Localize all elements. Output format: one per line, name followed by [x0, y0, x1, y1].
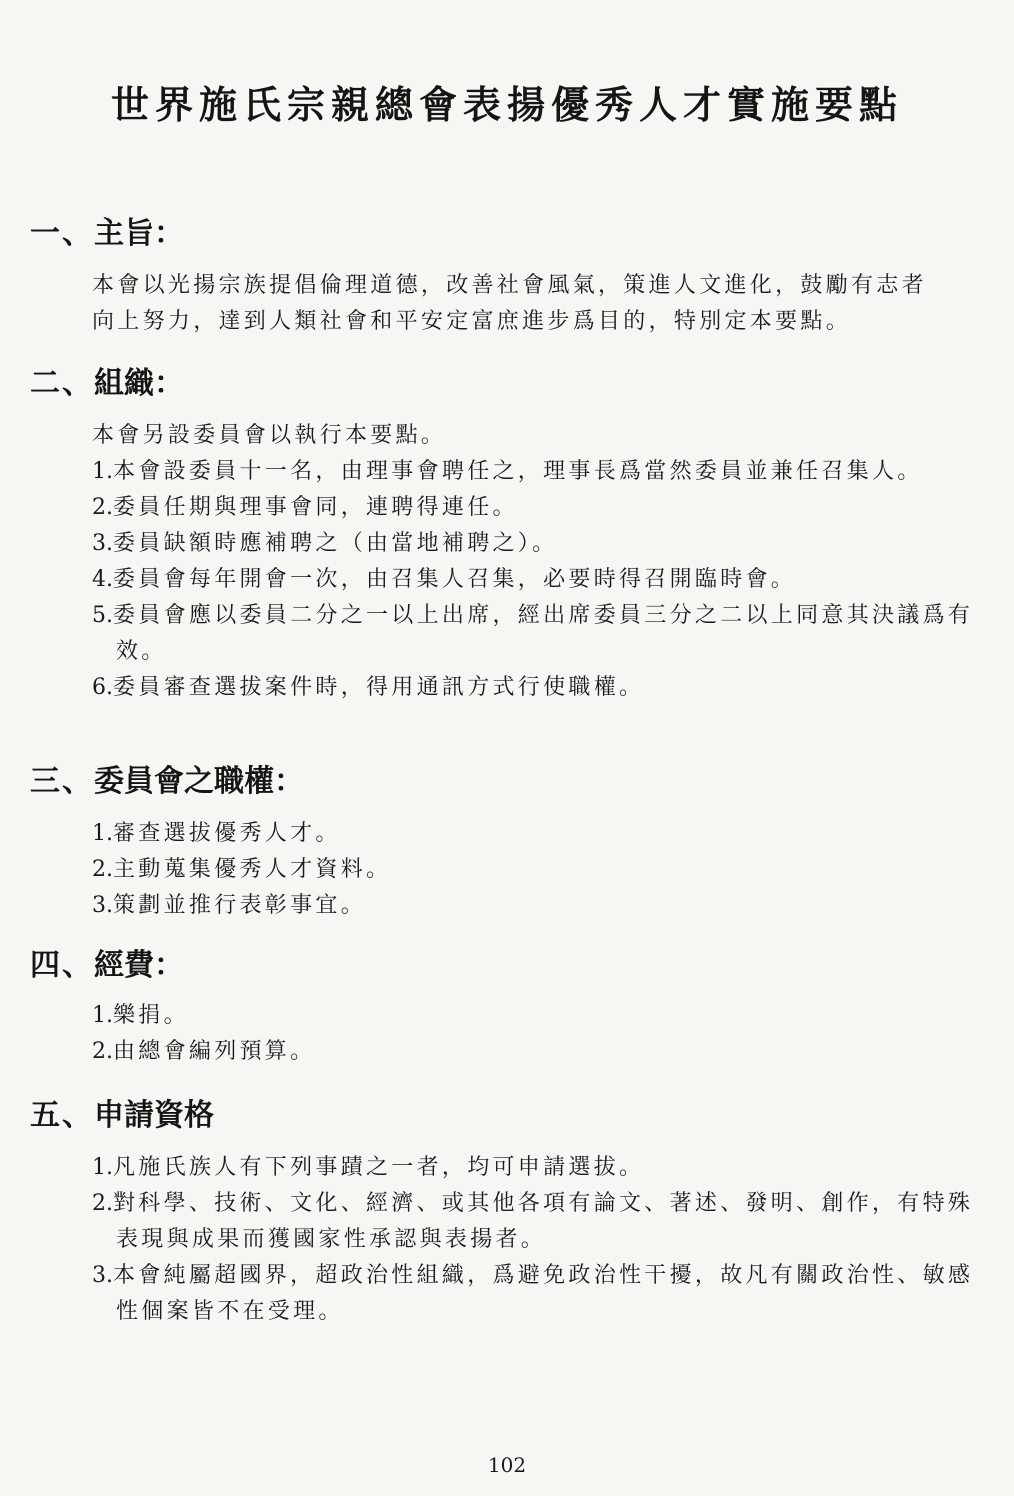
item-index: 1. — [92, 459, 113, 484]
section-heading — [30, 214, 960, 254]
list-item — [92, 1034, 976, 1070]
item-index: 1. — [92, 821, 113, 846]
item-index: 4. — [92, 567, 113, 592]
section-number: 一、 — [30, 216, 94, 251]
section-heading — [30, 946, 960, 986]
section-funding — [30, 946, 960, 1070]
item-text: 樂捐。 — [113, 1003, 189, 1028]
item-text: 審查選拔優秀人才。 — [113, 821, 341, 846]
list-item — [92, 526, 976, 562]
item-text: 對科學、技術、文化、經濟、或其他各項有論文、著述、發明、創作，有特殊表現與成果而獲國家性承認與表揚者。 — [113, 1191, 974, 1252]
item-text: 本會純屬超國界，超政治性組織，爲避免政治性干擾，故凡有關政治性、敏感性個案皆不在受理。 — [113, 1263, 974, 1324]
page-title: 世界施氏宗親總會表揚優秀人才實施要點 — [110, 83, 903, 127]
list-item — [92, 998, 976, 1034]
item-index: 2. — [92, 1191, 113, 1216]
section-paragraph: 本會以光揚宗族提倡倫理道德，改善社會風氣，策進人文進化，鼓勵有志者向上努力，達到人類社會和平安定富庶進步爲目的，特別定本要點。 — [92, 273, 927, 334]
section-intro: 本會另設委員會以執行本要點。 — [92, 423, 447, 448]
section-title: 經費： — [94, 948, 184, 983]
item-index: 2. — [92, 1039, 113, 1064]
item-index: 1. — [92, 1003, 113, 1028]
section-heading — [30, 1096, 960, 1136]
item-text: 委員缺額時應補聘之（由當地補聘之）。 — [113, 531, 558, 556]
section-heading — [30, 762, 960, 802]
list-item — [92, 562, 976, 598]
page-number: 102 — [487, 1453, 527, 1477]
section-number: 三、 — [30, 764, 94, 799]
list-item — [92, 1150, 976, 1186]
section-number: 四、 — [30, 948, 94, 983]
list-item — [92, 454, 976, 490]
section-title: 委員會之職權： — [94, 764, 304, 799]
section-eligibility — [30, 1096, 974, 1330]
section-title: 組織： — [94, 366, 184, 401]
section-committee-duties — [30, 762, 960, 924]
section-organization — [30, 364, 974, 706]
item-text: 由總會編列預算。 — [113, 1039, 316, 1064]
section-number: 二、 — [30, 366, 94, 401]
item-text: 委員審查選拔案件時，得用通訊方式行使職權。 — [113, 675, 645, 700]
list-item — [92, 888, 976, 924]
list-item — [92, 490, 976, 526]
list-item — [92, 598, 976, 670]
item-index: 6. — [92, 675, 113, 700]
list-item — [92, 1258, 976, 1330]
section-title: 主旨： — [94, 216, 184, 251]
item-text: 委員會應以委員二分之一以上出席，經出席委員三分之二以上同意其決議爲有效。 — [113, 603, 974, 664]
item-index: 2. — [92, 495, 113, 520]
item-index: 3. — [92, 531, 113, 556]
list-item — [92, 1186, 976, 1258]
item-text: 策劃並推行表彰事宜。 — [113, 893, 367, 918]
section-number: 五、 — [30, 1098, 94, 1133]
item-text: 主動蒐集優秀人才資料。 — [113, 857, 392, 882]
item-text: 凡施氏族人有下列事蹟之一者，均可申請選拔。 — [113, 1155, 645, 1180]
item-text: 委員任期與理事會同，連聘得連任。 — [113, 495, 518, 520]
section-title: 申請資格 — [94, 1098, 214, 1133]
list-item — [92, 852, 976, 888]
item-text: 委員會每年開會一次，由召集人召集，必要時得召開臨時會。 — [113, 567, 797, 592]
item-index: 1. — [92, 1155, 113, 1180]
item-index: 3. — [92, 1263, 113, 1288]
list-item — [92, 816, 976, 852]
item-index: 2. — [92, 857, 113, 882]
item-index: 5. — [92, 603, 113, 628]
item-text: 本會設委員十一名，由理事會聘任之，理事長爲當然委員並兼任召集人。 — [113, 459, 923, 484]
section-purpose — [30, 214, 960, 340]
section-heading — [30, 364, 960, 404]
item-index: 3. — [92, 893, 113, 918]
list-item — [92, 670, 976, 706]
